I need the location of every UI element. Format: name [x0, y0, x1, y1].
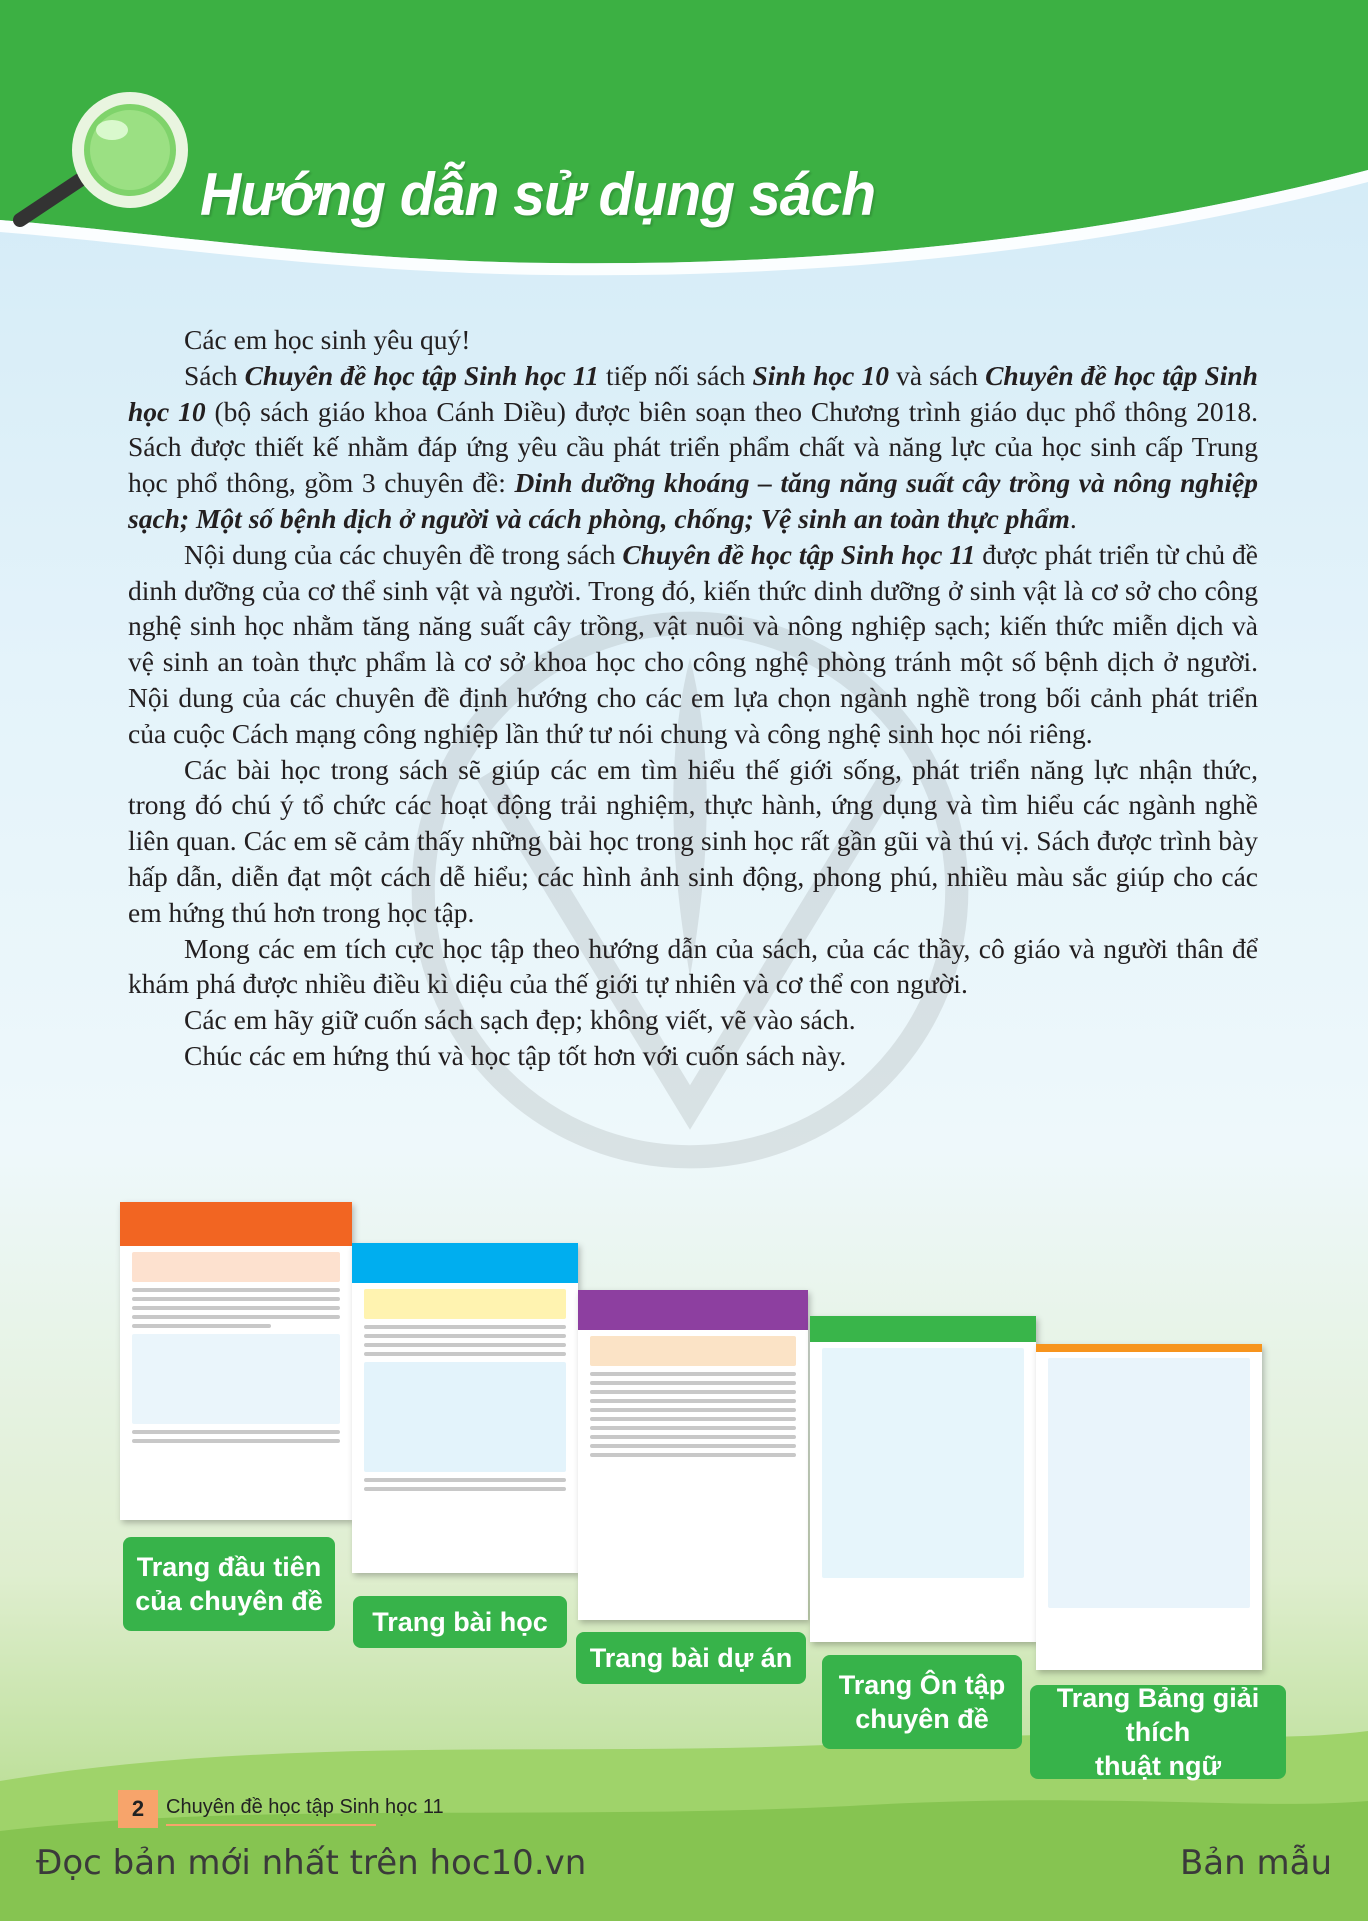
- sample-edition-label: Bản mẫu: [1179, 1843, 1332, 1883]
- text-line: [590, 1381, 796, 1385]
- label-topic-review: [822, 1655, 1022, 1749]
- p1-text-5: .: [1069, 502, 1077, 534]
- label-glossary-line1: Trang Bảng giải thích: [1056, 1683, 1260, 1747]
- magnifier-icon: [0, 90, 200, 240]
- text-line: [590, 1426, 796, 1430]
- text-line: [364, 1352, 566, 1356]
- label-project: [576, 1632, 806, 1684]
- sample-3-header: [590, 1336, 796, 1366]
- greeting: Các em học sinh yêu quý!: [184, 324, 471, 355]
- footer-book-title: Chuyên đề học tập Sinh học 11: [166, 1796, 444, 1818]
- p1-text-1: Sách: [184, 359, 245, 391]
- text-line: [590, 1417, 796, 1421]
- sample-4-diagram: [822, 1348, 1024, 1578]
- sample-4-color-bar: [810, 1316, 1036, 1342]
- p2-text-2: được phát triển từ chủ đề dinh dưỡng của cơ thể sinh vật và người. Trong đó, kiến thức dinh dưỡng ở sinh vật là cơ sở cho công nghệ sinh học nhằm tăng năng suất cây trồng, vật nuôi và nông nghiệp sạch; kiến thức miễn dịch và vệ sinh an toàn thực phẩm là cơ sở khoa học cho công nghệ phòng tránh một số bệnh dịch ở người. Nội dung của các chuyên đề định hướng cho các em lựa chọn ngành nghề trong bối cảnh phát triển của cuộc Cách mạng công nghiệp lần thứ tư nói chung và công nghệ sinh học nói riêng.: [128, 538, 1258, 749]
- sample-2-color-bar: [352, 1243, 578, 1283]
- text-line: [590, 1390, 796, 1394]
- label-project-line1: Trang bài dự án: [589, 1643, 793, 1673]
- text-line: [590, 1453, 796, 1457]
- p1-bold-2: Sinh học 10: [752, 359, 889, 391]
- text-line: [132, 1297, 340, 1301]
- paragraph-6: Chúc các em hứng thú và học tập tốt hơn với cuốn sách này.: [184, 1039, 847, 1071]
- footer-underline: [166, 1824, 376, 1826]
- page-number: 2: [118, 1790, 158, 1828]
- text-line: [132, 1306, 340, 1310]
- text-line: [132, 1430, 340, 1434]
- p2-text-1: Nội dung của các chuyên đề trong sách: [184, 538, 623, 570]
- page-title: Hướng dẫn sử dụng sách: [200, 161, 876, 228]
- p1-text-2: tiếp nối sách: [598, 359, 753, 391]
- sample-page-lesson: [352, 1243, 578, 1573]
- text-line: [364, 1325, 566, 1329]
- paragraph-4: Mong các em tích cực học tập theo hướng dẫn của sách, của các thầy, cô giáo và người thân để khám phá được nhiều điều kì diệu của thế giới tự nhiên và cơ thể con người.: [128, 932, 1258, 1000]
- sample-5-table: [1048, 1358, 1250, 1608]
- label-glossary: [1030, 1685, 1286, 1779]
- sample-1-header: [132, 1252, 340, 1282]
- label-topic-review-line2: chuyên đề: [855, 1704, 989, 1734]
- text-line: [132, 1315, 340, 1319]
- text-line: [364, 1343, 566, 1347]
- text-line: [364, 1487, 566, 1491]
- p1-bold-3: Chuyên đề học tập Sinh học 10: [128, 359, 1258, 427]
- intro-text: [128, 322, 1258, 1074]
- sample-page-topic-review: [810, 1316, 1036, 1642]
- label-lesson-line1: Trang bài học: [372, 1607, 548, 1637]
- sample-1-color-bar: [120, 1202, 352, 1246]
- text-line: [132, 1288, 340, 1292]
- text-line: [590, 1435, 796, 1439]
- paragraph-2: [128, 537, 1258, 752]
- label-lesson: [353, 1596, 567, 1648]
- label-topic-review-line1: Trang Ôn tập: [838, 1670, 1006, 1700]
- paragraph-3: Các bài học trong sách sẽ giúp các em tìm hiểu thế giới sống, phát triển năng lực nhận thức, trong đó chú ý tổ chức các hoạt động trải nghiệm, thực hành, ứng dụng và tìm hiểu các ngành nghề liên quan. Các em sẽ cảm thấy những bài học trong sinh học rất gần gũi và thú vị. Sách được trình bày hấp dẫn, diễn đạt một cách dễ hiểu; các hình ảnh sinh động, phong phú, nhiều màu sắc giúp cho các em hứng thú hơn trong học tập.: [128, 753, 1258, 928]
- label-topic-intro-line1: Trang đầu tiên: [136, 1552, 322, 1582]
- text-line: [590, 1399, 796, 1403]
- sample-page-topic-intro: [120, 1202, 352, 1520]
- sample-5-color-bar: [1036, 1344, 1262, 1352]
- sample-3-color-bar: [578, 1290, 808, 1330]
- p1-text-4: (bộ sách giáo khoa Cánh Diều) được biên soạn theo Chương trình giáo dục phổ thông 2018. Sách được thiết kế nhằm đáp ứng yêu cầu phát triển phẩm chất và năng lực của học sinh cấp Trung học phổ thông, gồm 3 chuyên đề:: [128, 395, 1258, 499]
- label-topic-intro: [123, 1537, 335, 1631]
- text-line: [364, 1334, 566, 1338]
- text-line: [590, 1444, 796, 1448]
- p2-bold-1: Chuyên đề học tập Sinh học 11: [622, 538, 976, 570]
- paragraph-1: [128, 358, 1258, 537]
- text-line: [132, 1324, 271, 1328]
- label-glossary-line2: thuật ngữ: [1094, 1751, 1222, 1781]
- p1-bold-4: Dinh dưỡng khoáng – tăng năng suất cây trồng và nông nghiệp sạch; Một số bệnh dịch ở người và cách phòng, chống; Vệ sinh an toàn thực phẩm: [128, 467, 1259, 534]
- sample-page-project: [578, 1290, 808, 1620]
- p1-text-3: và sách: [888, 359, 986, 391]
- label-topic-intro-line2: của chuyên đề: [135, 1586, 323, 1616]
- paragraph-5: Các em hãy giữ cuốn sách sạch đẹp; không viết, vẽ vào sách.: [184, 1004, 856, 1036]
- text-line: [590, 1372, 796, 1376]
- sample-2-figure: [364, 1362, 566, 1472]
- header-band: [0, 0, 1368, 300]
- sample-2-header: [364, 1289, 566, 1319]
- sample-1-figure: [132, 1334, 340, 1424]
- read-latest-link[interactable]: Đọc bản mới nhất trên hoc10.vn: [36, 1843, 587, 1883]
- p1-bold-1: Chuyên đề học tập Sinh học 11: [244, 359, 599, 391]
- sample-page-glossary: [1036, 1344, 1262, 1670]
- text-line: [132, 1439, 340, 1443]
- text-line: [364, 1478, 566, 1482]
- text-line: [590, 1408, 796, 1412]
